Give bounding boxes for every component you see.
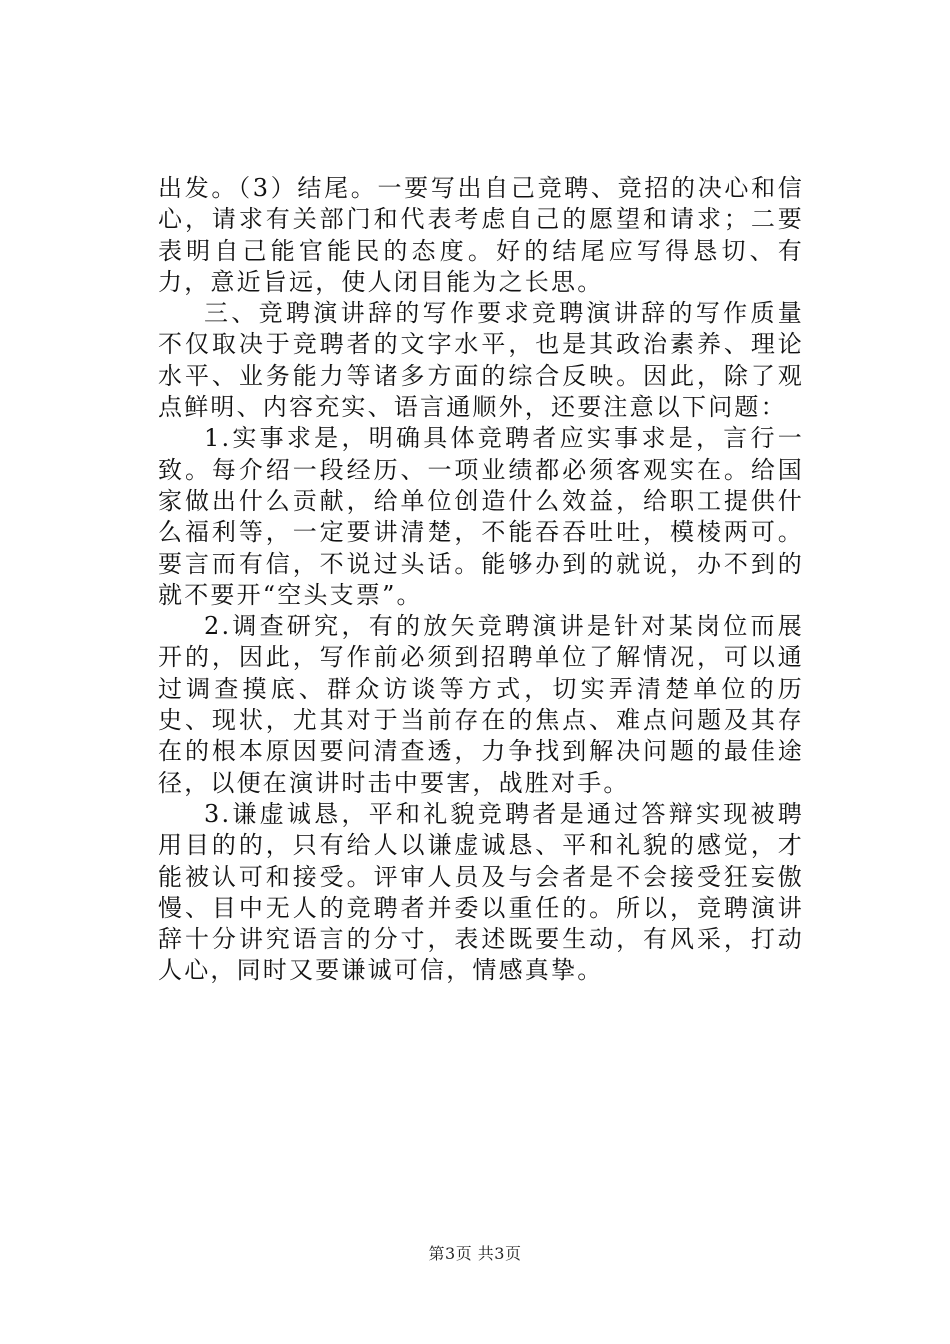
paragraph-point-2: 2.调查研究，有的放矢竞聘演讲是针对某岗位而展开的，因此，写作前必须到招聘单位了解情况，可以通过调查摸底、群众访谈等方式，切实弄清楚单位的历史、现状，尤其对于当前存在的焦点、难点问题及其存在的根本原因要问清查透，力争找到解决问题的最佳途径，以便在演讲时击中要害，战胜对手。 (158, 612, 804, 797)
page-number-footer: 第3页 共3页 (428, 1244, 522, 1263)
paragraph-ending-section: 出发。（3）结尾。一要写出自己竞聘、竞招的决心和信心，请求有关部门和代表考虑自己的愿望和请求；二要表明自己能官能民的态度。好的结尾应写得恳切、有力，意近旨远，使人闭目能为之长思。 (158, 174, 804, 296)
paragraph-point-1: 1.实事求是，明确具体竞聘者应实事求是，言行一致。每介绍一段经历、一项业绩都必须客观实在。给国家做出什么贡献，给单位创造什么效益，给职工提供什么福利等，一定要讲清楚，不能吞吞吐吐，模棱两可。要言而有信，不说过头话。能够办到的就说，办不到的就不要开“空头支票”。 (158, 424, 804, 609)
paragraph-writing-requirements: 三、竞聘演讲辞的写作要求竞聘演讲辞的写作质量不仅取决于竞聘者的文字水平，也是其政治素养、理论水平、业务能力等诸多方面的综合反映。因此，除了观点鲜明、内容充实、语言通顺外，还要注意以下问题： (158, 299, 804, 422)
paragraph-point-3: 3.谦虚诚恳，平和礼貌竞聘者是通过答辩实现被聘用目的的，只有给人以谦虚诚恳、平和礼貌的感觉，才能被认可和接受。评审人员及与会者是不会接受狂妄傲慢、目中无人的竞聘者并委以重任的。所以，竞聘演讲辞十分讲究语言的分寸，表述既要生动，有风采，打动人心，同时又要谦诚可信，情感真挚。 (158, 799, 804, 985)
document-body (158, 173, 804, 987)
